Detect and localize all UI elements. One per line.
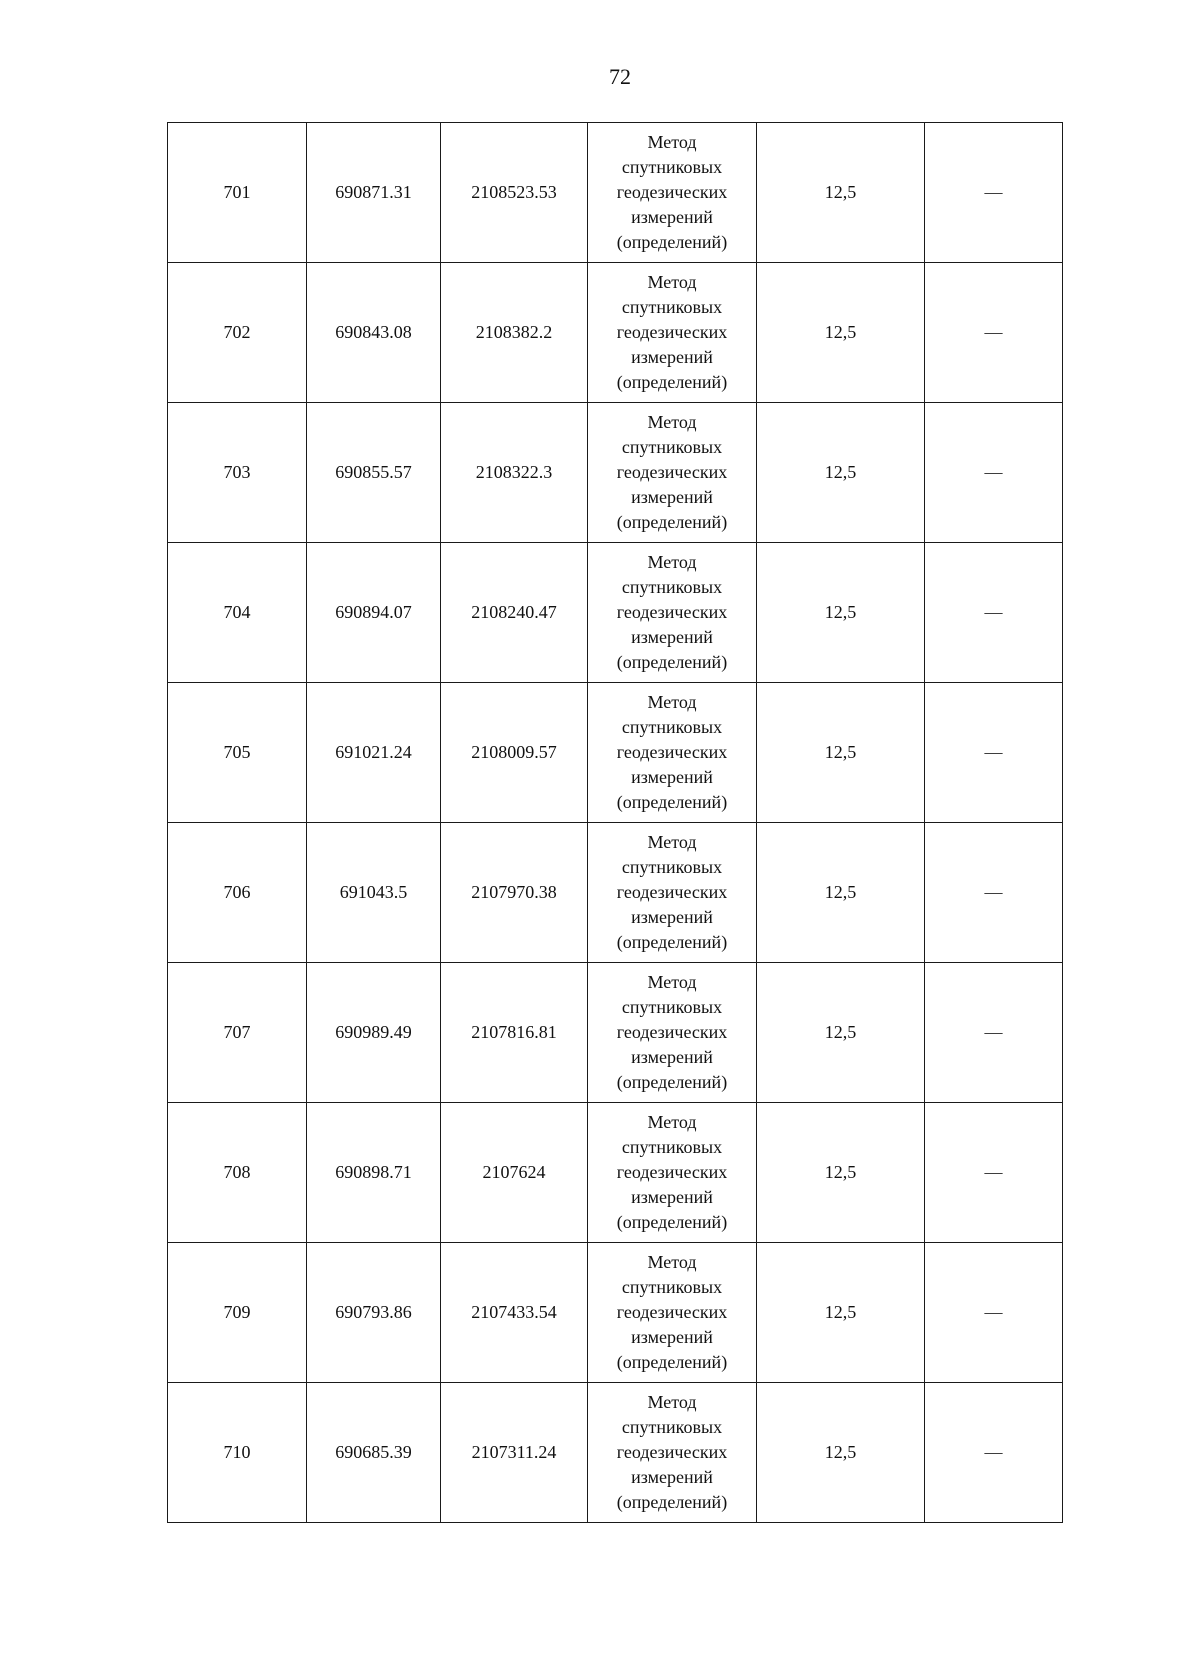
method-text-line: геодезических: [616, 1162, 728, 1182]
method-text-line: измерений: [631, 347, 713, 367]
method-cell: [588, 1383, 757, 1523]
table-row: [168, 1383, 1063, 1523]
point-number-cell: 708: [168, 1103, 307, 1243]
method-cell: [588, 263, 757, 403]
accuracy-cell: 12,5: [757, 1103, 925, 1243]
x-coordinate-cell: 690685.39: [307, 1383, 441, 1523]
x-coordinate-cell: 690843.08: [307, 263, 441, 403]
table-row: [168, 263, 1063, 403]
accuracy-cell: 12,5: [757, 1383, 925, 1523]
method-text-line: спутниковых: [621, 717, 723, 737]
method-text-line: (определений): [616, 932, 728, 952]
point-number-cell: 707: [168, 963, 307, 1103]
method-cell: [588, 963, 757, 1103]
note-cell: —: [925, 403, 1063, 543]
coordinates-table: [167, 122, 1063, 1523]
y-coordinate-cell: 2107433.54: [441, 1243, 588, 1383]
method-text-line: геодезических: [616, 182, 728, 202]
accuracy-cell: 12,5: [757, 263, 925, 403]
accuracy-cell: 12,5: [757, 683, 925, 823]
method-text-line: измерений: [631, 767, 713, 787]
point-number-cell: 709: [168, 1243, 307, 1383]
method-text-line: (определений): [616, 1492, 728, 1512]
accuracy-cell: 12,5: [757, 543, 925, 683]
table-row: [168, 1103, 1063, 1243]
note-cell: —: [925, 543, 1063, 683]
method-text-line: геодезических: [616, 742, 728, 762]
x-coordinate-cell: 690894.07: [307, 543, 441, 683]
method-cell: [588, 1103, 757, 1243]
method-text-line: геодезических: [616, 602, 728, 622]
method-text-line: (определений): [616, 1352, 728, 1372]
table-row: [168, 683, 1063, 823]
method-text-line: измерений: [631, 907, 713, 927]
method-cell: [588, 683, 757, 823]
method-text-line: (определений): [616, 1072, 728, 1092]
point-number-cell: 710: [168, 1383, 307, 1523]
point-number-cell: 705: [168, 683, 307, 823]
note-cell: —: [925, 683, 1063, 823]
method-text-line: (определений): [616, 792, 728, 812]
x-coordinate-cell: 691043.5: [307, 823, 441, 963]
table-row: [168, 403, 1063, 543]
accuracy-cell: 12,5: [757, 403, 925, 543]
x-coordinate-cell: 690898.71: [307, 1103, 441, 1243]
x-coordinate-cell: 690793.86: [307, 1243, 441, 1383]
y-coordinate-cell: 2107624: [441, 1103, 588, 1243]
point-number-cell: 703: [168, 403, 307, 543]
accuracy-cell: 12,5: [757, 963, 925, 1103]
y-coordinate-cell: 2108009.57: [441, 683, 588, 823]
accuracy-cell: 12,5: [757, 823, 925, 963]
method-text-line: спутниковых: [621, 1137, 723, 1157]
method-cell: [588, 543, 757, 683]
table-row: [168, 963, 1063, 1103]
method-text-line: Метод: [647, 1112, 697, 1132]
y-coordinate-cell: 2108523.53: [441, 123, 588, 263]
method-text-line: измерений: [631, 487, 713, 507]
method-text-line: Метод: [647, 972, 697, 992]
method-text-line: Метод: [647, 132, 697, 152]
table-row: [168, 1243, 1063, 1383]
method-text-line: спутниковых: [621, 857, 723, 877]
method-text-line: Метод: [647, 832, 697, 852]
method-text-line: геодезических: [616, 882, 728, 902]
method-text-line: геодезических: [616, 462, 728, 482]
method-text-line: спутниковых: [621, 1277, 723, 1297]
note-cell: —: [925, 263, 1063, 403]
method-text-line: геодезических: [616, 1302, 728, 1322]
y-coordinate-cell: 2108240.47: [441, 543, 588, 683]
y-coordinate-cell: 2107311.24: [441, 1383, 588, 1523]
point-number-cell: 704: [168, 543, 307, 683]
note-cell: —: [925, 1103, 1063, 1243]
method-text-line: (определений): [616, 1212, 728, 1232]
method-text-line: измерений: [631, 1187, 713, 1207]
y-coordinate-cell: 2107816.81: [441, 963, 588, 1103]
x-coordinate-cell: 690989.49: [307, 963, 441, 1103]
note-cell: —: [925, 1243, 1063, 1383]
table-row: [168, 823, 1063, 963]
method-text-line: спутниковых: [621, 437, 723, 457]
method-text-line: измерений: [631, 207, 713, 227]
y-coordinate-cell: 2108322.3: [441, 403, 588, 543]
note-cell: —: [925, 1383, 1063, 1523]
method-cell: [588, 123, 757, 263]
method-text-line: (определений): [616, 232, 728, 252]
method-text-line: Метод: [647, 692, 697, 712]
method-text-line: измерений: [631, 1327, 713, 1347]
x-coordinate-cell: 690855.57: [307, 403, 441, 543]
point-number-cell: 706: [168, 823, 307, 963]
method-text-line: геодезических: [616, 322, 728, 342]
note-cell: —: [925, 823, 1063, 963]
method-text-line: геодезических: [616, 1442, 728, 1462]
method-text-line: Метод: [647, 552, 697, 572]
note-cell: —: [925, 123, 1063, 263]
y-coordinate-cell: 2107970.38: [441, 823, 588, 963]
table-body: [168, 123, 1063, 1523]
table-row: [168, 543, 1063, 683]
method-cell: [588, 823, 757, 963]
method-text-line: геодезических: [616, 1022, 728, 1042]
table-row: [168, 123, 1063, 263]
method-text-line: спутниковых: [621, 297, 723, 317]
method-text-line: (определений): [616, 372, 728, 392]
method-text-line: (определений): [616, 652, 728, 672]
accuracy-cell: 12,5: [757, 123, 925, 263]
point-number-cell: 701: [168, 123, 307, 263]
method-text-line: Метод: [647, 1392, 697, 1412]
point-number-cell: 702: [168, 263, 307, 403]
method-cell: [588, 403, 757, 543]
method-text-line: Метод: [647, 412, 697, 432]
y-coordinate-cell: 2108382.2: [441, 263, 588, 403]
method-text-line: спутниковых: [621, 997, 723, 1017]
method-text-line: спутниковых: [621, 157, 723, 177]
method-text-line: измерений: [631, 627, 713, 647]
method-text-line: измерений: [631, 1047, 713, 1067]
method-text-line: спутниковых: [621, 1417, 723, 1437]
method-text-line: спутниковых: [621, 577, 723, 597]
x-coordinate-cell: 690871.31: [307, 123, 441, 263]
accuracy-cell: 12,5: [757, 1243, 925, 1383]
note-cell: —: [925, 963, 1063, 1103]
page-number: 72: [609, 64, 631, 89]
method-text-line: (определений): [616, 512, 728, 532]
method-text-line: измерений: [631, 1467, 713, 1487]
method-text-line: Метод: [647, 1252, 697, 1272]
method-text-line: Метод: [647, 272, 697, 292]
x-coordinate-cell: 691021.24: [307, 683, 441, 823]
method-cell: [588, 1243, 757, 1383]
